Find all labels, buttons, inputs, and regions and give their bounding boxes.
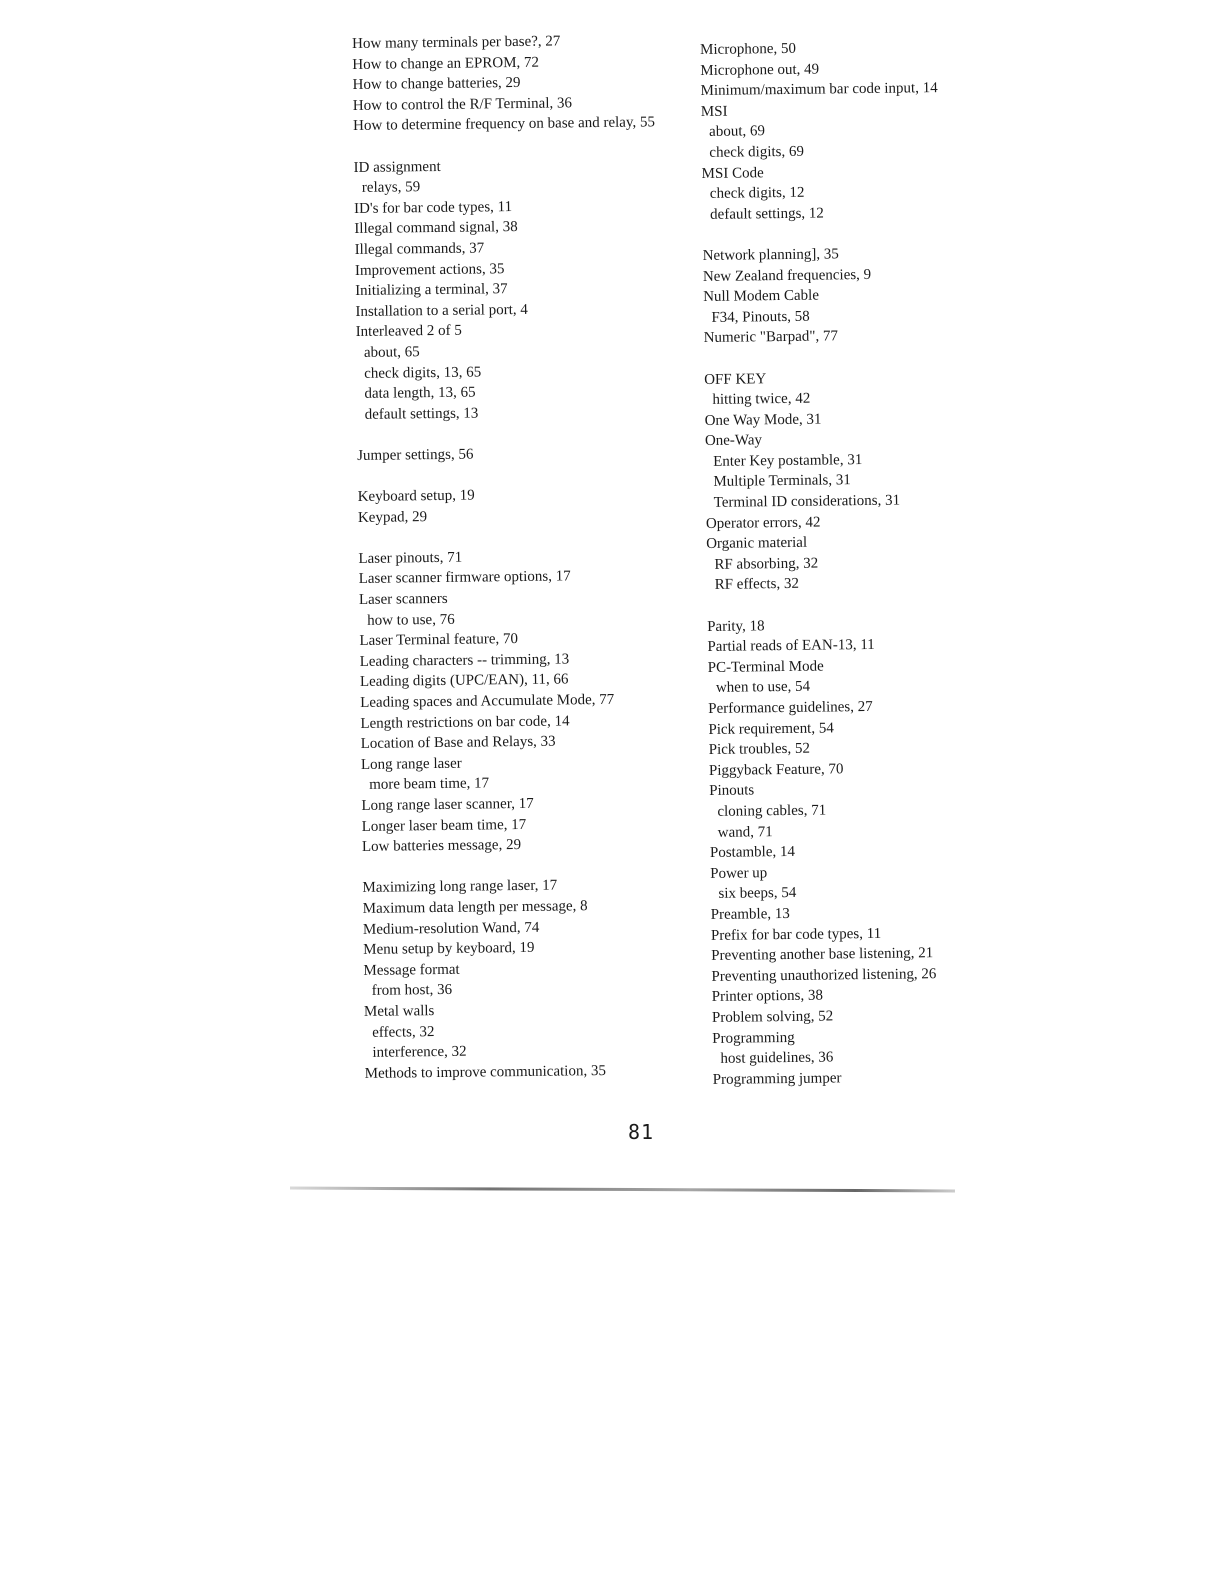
index-entry: Preventing unauthorized listening, 26 bbox=[711, 965, 937, 985]
index-entry: Leading digits (UPC/EAN), 11, 66 bbox=[359, 671, 569, 691]
index-entry: Improvement actions, 35 bbox=[354, 260, 505, 279]
index-subentry: wand, 71 bbox=[717, 823, 773, 841]
index-entry: ID assignment bbox=[353, 158, 441, 176]
index-entry: Methods to improve communication, 35 bbox=[364, 1062, 607, 1082]
index-column-left bbox=[352, 30, 705, 1084]
index-entry: How to control the R/F Terminal, 36 bbox=[352, 95, 573, 114]
index-entry: Pick troubles, 52 bbox=[708, 740, 811, 759]
index-entry: Performance guidelines, 27 bbox=[708, 698, 873, 717]
index-subentry: RF absorbing, 32 bbox=[714, 555, 819, 573]
index-entry: Low batteries message, 29 bbox=[361, 837, 522, 856]
index-entry: Prefix for bar code types, 11 bbox=[710, 925, 882, 944]
index-entry: Installation to a serial port, 4 bbox=[355, 301, 528, 320]
index-entry: Long range laser scanner, 17 bbox=[361, 795, 534, 814]
index-entry: Keyboard setup, 19 bbox=[357, 487, 475, 506]
index-entry: Location of Base and Relays, 33 bbox=[360, 733, 556, 753]
index-entry: Laser pinouts, 71 bbox=[358, 549, 463, 567]
index-subentry: about, 69 bbox=[709, 123, 766, 141]
index-entry: Numeric "Barpad", 77 bbox=[703, 328, 839, 347]
index-entry: How to change an EPROM, 72 bbox=[352, 54, 540, 73]
index-subentry: from host, 36 bbox=[371, 982, 453, 1000]
index-subentry: check digits, 69 bbox=[709, 143, 805, 161]
index-entry: Partial reads of EAN-13, 11 bbox=[707, 637, 875, 656]
index-subentry: Terminal ID considerations, 31 bbox=[713, 492, 901, 511]
index-entry: Programming bbox=[712, 1029, 795, 1047]
index-subentry: default settings, 13 bbox=[364, 405, 479, 423]
index-entry: New Zealand frequencies, 9 bbox=[702, 266, 872, 285]
index-entry: MSI bbox=[700, 103, 728, 120]
index-entry: Organic material bbox=[706, 534, 808, 553]
index-entry: Medium-resolution Wand, 74 bbox=[362, 919, 540, 938]
index-entry: Laser scanners bbox=[358, 590, 448, 608]
index-entry: Null Modem Cable bbox=[703, 287, 820, 306]
index-entry: Minimum/maximum bar code input, 14 bbox=[700, 80, 938, 100]
index-entry: Leading characters -- trimming, 13 bbox=[359, 651, 570, 670]
index-entry: OFF KEY bbox=[704, 370, 767, 388]
index-subentry: more beam time, 17 bbox=[369, 775, 490, 794]
scan-edge-line bbox=[290, 1187, 955, 1193]
index-entry: Message format bbox=[363, 961, 460, 979]
index-entry: Operator errors, 42 bbox=[705, 514, 821, 532]
index-entry: Laser Terminal feature, 70 bbox=[359, 631, 519, 650]
index-subentry: relays, 59 bbox=[361, 179, 421, 197]
index-entry: MSI Code bbox=[701, 164, 764, 182]
index-entry: Long range laser bbox=[360, 755, 462, 773]
index-entry: Power up bbox=[710, 864, 768, 882]
index-entry: Postamble, 14 bbox=[709, 844, 796, 862]
index-entry: Printer options, 38 bbox=[711, 987, 824, 1006]
index-entry: Problem solving, 52 bbox=[711, 1008, 834, 1026]
index-entry: One Way Mode, 31 bbox=[704, 411, 822, 429]
index-subentry: when to use, 54 bbox=[715, 679, 811, 697]
index-entry: Length restrictions on bar code, 14 bbox=[360, 712, 570, 732]
index-entry: Maximizing long range laser, 17 bbox=[362, 877, 558, 897]
index-entry: Network planning], 35 bbox=[702, 246, 839, 264]
index-entry: Programming jumper bbox=[712, 1070, 842, 1088]
index-subentry: data length, 13, 65 bbox=[364, 384, 476, 402]
index-entry: Piggyback Feature, 70 bbox=[708, 761, 844, 779]
index-entry: How to determine frequency on base and relay, 55 bbox=[353, 114, 656, 135]
index-entry: Illegal commands, 37 bbox=[354, 240, 485, 258]
index-entry: ID's for bar code types, 11 bbox=[354, 198, 513, 217]
index-entry: Pinouts bbox=[709, 782, 755, 800]
index-subentry: interference, 32 bbox=[372, 1043, 467, 1061]
index-entry: Menu setup by keyboard, 19 bbox=[363, 939, 535, 959]
index-subentry: cloning cables, 71 bbox=[717, 802, 827, 820]
index-entry: How many terminals per base?, 27 bbox=[352, 33, 561, 52]
index-subentry: check digits, 12 bbox=[709, 184, 805, 203]
index-subentry: how to use, 76 bbox=[367, 611, 455, 629]
index-entry: Parity, 18 bbox=[707, 617, 765, 635]
index-subentry: six beeps, 54 bbox=[718, 885, 797, 903]
index-entry: Preventing another base listening, 21 bbox=[711, 945, 934, 965]
index-entry: Initializing a terminal, 37 bbox=[355, 281, 508, 300]
index-entry: How to change batteries, 29 bbox=[352, 75, 521, 94]
index-subentry: RF effects, 32 bbox=[714, 576, 800, 594]
index-subentry: host guidelines, 36 bbox=[720, 1049, 834, 1067]
index-subentry: Multiple Terminals, 31 bbox=[713, 472, 851, 491]
index-entry: Preamble, 13 bbox=[710, 905, 790, 923]
index-subentry: effects, 32 bbox=[372, 1023, 435, 1041]
index-subentry: about, 65 bbox=[363, 344, 420, 361]
index-entry: Laser scanner firmware options, 17 bbox=[358, 568, 571, 588]
index-entry: Microphone out, 49 bbox=[700, 61, 820, 79]
index-entry: Keypad, 29 bbox=[357, 508, 428, 526]
index-subentry: Enter Key postamble, 31 bbox=[713, 451, 863, 470]
index-entry: Illegal command signal, 38 bbox=[354, 219, 518, 238]
index-subentry: hitting twice, 42 bbox=[712, 390, 811, 408]
index-entry: Maximum data length per message, 8 bbox=[362, 898, 588, 917]
index-entry: Longer laser beam time, 17 bbox=[361, 816, 527, 835]
index-entry: Pick requirement, 54 bbox=[708, 720, 834, 738]
index-column-right bbox=[700, 36, 1043, 1090]
index-subentry: default settings, 12 bbox=[710, 205, 824, 223]
page-number: 81 bbox=[628, 1120, 655, 1144]
index-entry: Interleaved 2 of 5 bbox=[355, 322, 462, 341]
index-subentry: F34, Pinouts, 58 bbox=[711, 308, 810, 326]
index-entry: PC-Terminal Mode bbox=[707, 658, 824, 676]
index-entry: One-Way bbox=[704, 432, 763, 450]
index-entry: Leading spaces and Accumulate Mode, 77 bbox=[360, 691, 615, 711]
index-entry: Microphone, 50 bbox=[700, 40, 797, 58]
index-subentry: check digits, 13, 65 bbox=[364, 363, 482, 382]
index-entry: Jumper settings, 56 bbox=[357, 446, 474, 464]
index-entry: Metal walls bbox=[363, 1002, 435, 1020]
